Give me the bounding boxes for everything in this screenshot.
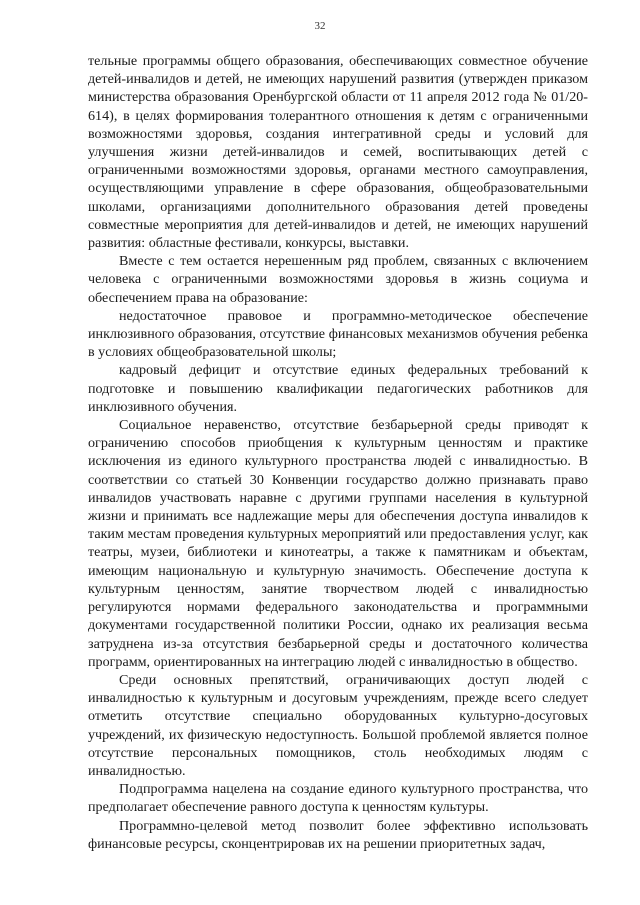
paragraph-problem-staff: кадровый дефицит и отсутствие единых федеральных требований к подготовке и повышению квалификации педагогических работников для инклюзивного обучения. — [88, 362, 588, 415]
paragraph-problem-legal: недостаточное правовое и программно-методическое обеспечение инклюзивного образования, отсутствие финансовых механизмов обучения ребенка в условиях общеобразовательной школы; — [88, 307, 588, 361]
paragraph-problems-intro: Вместе с тем остается нерешенным ряд проблем, связанных с включением человека с ограниченными возможностями здоровья в жизнь социума и обеспечением права на образование: — [88, 253, 588, 306]
paragraph-program-method: Программно-целевой метод позволит более эффективно использовать финансовые ресурсы, сконцентрировав их на решении приоритетных задач, — [88, 817, 588, 852]
paragraph-social-inequality: Социальное неравенство, отсутствие безбарьерной среды приводят к ограничению способов приобщения к культурным ценностям и практике исключения из единого культурного пространства людей с инвалидностью. В соответствии со статьей 30 Конвенции государство должно признавать право инвалидов участвовать наравне с другими группами населения в культурной жизни и принимать все надлежащие меры для обеспечения доступа инвалидов к таким местам проведения культурных мероприятий или предоставления услуг, как театры, музеи, библиотеки и кинотеатры, а также к памятникам и объектам, имеющим национальную и культурную значимость. Обеспечение доступа к культурным ценностям, занятие творчеством людей с инвалидностью регулируются нормами федерального законодательства и программными документами государственной политики России, однако их реализация весьма затруднена из-за отсутствия безбарьерной среды и достаточного количества программ, ориентированных на интеграцию людей с инвалидностью в общество. — [88, 417, 588, 670]
page-number: 32 — [314, 20, 326, 32]
paragraph-continued: тельные программы общего образования, обеспечивающих совместное обучение детей-инвалидов и детей, не имеющих нарушений развития (утвержден приказом министерства образования Оренбургской области от 11 апреля 2012 года № 01/20-614), в целях формирования толерантного отношения к детям с ограниченными возможностями здоровья, создания интегративной среды и условий для улучшения жизни детей-инвалидов и семей, воспитывающих детей с ограниченными возможностями здоровья, органами местного самоуправления, осуществляющими управление в сфере образования, общеобразовательными школами, организациями дополнительного образования детей проведены совместные мероприятия для детей-инвалидов и детей, не имеющих нарушений развития: областные фестивали, конкурсы, выставки. — [88, 53, 588, 252]
body-text — [88, 52, 588, 853]
paragraph-obstacles: Среди основных препятствий, ограничивающих доступ людей с инвалидностью к культурным и досуговым учреждениям, прежде всего следует отметить отсутствие специально оборудованных культурно-досуговых учреждений, их физическую недоступность. Большой проблемой является полное отсутствие персональных помощников, столь необходимых людям с инвалидностью. — [88, 671, 588, 779]
paragraph-subprogram-goal: Подпрограмма нацелена на создание единого культурного пространства, что предполагает обеспечение равного доступа к ценностям культуры. — [88, 781, 588, 816]
